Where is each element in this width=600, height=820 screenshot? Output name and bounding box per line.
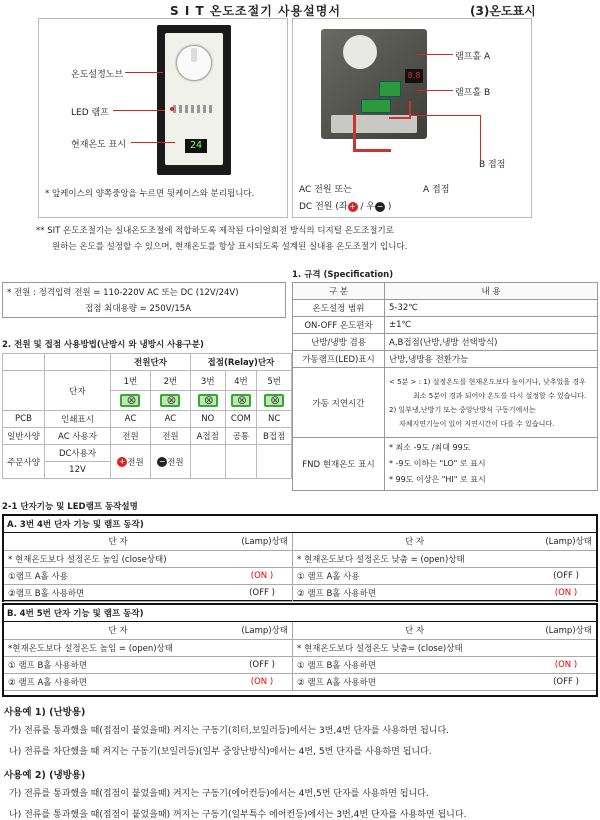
terminal-screw-icon [264, 394, 284, 407]
table-row: 주문사양 DC사용자 + 전원 − 전원 [3, 445, 292, 462]
spec-col-1: 구 분 [293, 283, 385, 300]
case-caption: * 앞케이스의 양쪽중앙을 누르면 뒷케이스와 분리됩니다. [45, 189, 255, 199]
usage-2b: 나) 전류를 통과했을 때(접점이 붙었을때) 꺼지는 구동기(일부특수 에어컨등)에서는 3번,4번 단자를 사용하면 됩니다. [9, 810, 467, 820]
usage-1b: 나) 전류를 차단했을 때 켜지는 구동기(보일러등)(일부 중앙난방식)에서는 4번, 5번 단자를 사용하면 됩니다. [9, 747, 432, 757]
spec-title: 1. 규격 (Specification) [292, 270, 394, 280]
table-row: ② 램프 B홀 사용하면 (ON ) [293, 584, 597, 601]
lamp-hole-b-label: 램프홀 B [455, 88, 491, 98]
lamp-hole-a-label: 램프홀 A [455, 52, 491, 62]
terminal-screw-icon [160, 394, 180, 407]
thermostat-photo-panel [38, 18, 288, 218]
page-title: S I T 온도조절기 사용설명서 [170, 4, 341, 18]
display-label: 현재온도 표시 [71, 140, 127, 150]
box-a-right-table: 단 자 (Lamp)상태 * 현재온도보다 설정온도 낮춤 = (open)상태 ① 램프 A홀 사용 (OFF ) ② 램프 B홀 사용하면 (ON ) [292, 533, 596, 602]
box-a-left-table: 단 자 (Lamp)상태 * 현재온도보다 설정온도 높임 (close상태) ①램프 A홀 사용 (ON ) ②램프 B홀 사용하면 (OFF ) [4, 533, 292, 602]
power-line-2: 접점 최대용량 = 250V/15A [85, 304, 192, 314]
terminal-title: 2. 전원 및 접점 사용방법(난방시 와 냉방시 사용구분) [2, 340, 204, 350]
table-row: ②램프 B홀 사용하면 (OFF ) [4, 584, 292, 601]
usage-1a: 가) 전류를 통과했을 때(접점이 붙었을때) 켜지는 구동기(히터,보일러등)에서는 3번,4번 단자를 사용하면 됩니다. [9, 726, 450, 736]
box-b-title: B. 4번 5번 단자 기능 및 램프 동작) [4, 605, 596, 622]
box-b-left-table: 단 자 (Lamp)상태 *현재온도보다 설정온도 높임 = (open)상태 ① 램프 B홀 사용하면 (OFF ) ② 램프 A홀 사용하면 (ON ) [4, 622, 292, 691]
thermostat-faceplate [165, 33, 223, 165]
ac-power-label: AC 전원 또는 [299, 185, 352, 195]
knob-label: 온도설정노브 [71, 70, 124, 80]
table-row: 온도설정 범위 5-32℃ [293, 300, 598, 317]
led-label: LED 램프 [71, 108, 109, 118]
table-row: ② 램프 A홀 사용하면 (ON ) [4, 673, 292, 690]
spec-col-2: 내 용 [385, 283, 598, 300]
intro-line-1: ** SIT 온도조절기는 실내온도조절에 적합하도록 제작된 다이얼회전 방식의 디지털 온도조절기로 [36, 226, 394, 236]
table-row: ① 램프 B홀 사용하면 (ON ) [293, 656, 597, 673]
box-a-title: A. 3번 4번 단자 기능 및 램프 동작) [4, 516, 596, 533]
table-row: 가동 지연시간 < 5분 > : 1) 설정온도를 현재온도보다 높이거나, 낮추었을 경우 최소 5분이 경과 되어야 온도를 다시 설정할 수 있습니다. 2) 일부냉,난방기 또는 중앙난방식 구동기에서는 자체지연기능이 있어 지연시간이 다를 수 있습니다. [293, 368, 598, 438]
table-row: ① 램프 A홀 사용 (OFF ) [293, 567, 597, 584]
plus-icon: + [349, 201, 356, 211]
lamp-box-b [2, 603, 598, 697]
vent-slots [173, 105, 215, 113]
table-row: 일반사양 AC 사용자 전원 전원 A접점 공통 B접점 [3, 428, 292, 445]
minus-icon: − [158, 457, 166, 466]
usage-section [4, 704, 598, 820]
box-b-right-table: 단 자 (Lamp)상태 * 현재온도보다 설정온도 낮춤= (close)상태 ① 램프 B홀 사용하면 (ON ) ② 램프 A홀 사용하면 (OFF ) [292, 622, 596, 691]
led-lamp-icon [170, 107, 174, 111]
table-row: ON-OFF 온도편차 ±1℃ [293, 317, 598, 334]
a-contact-label: A 접점 [423, 185, 450, 195]
table-row: 12V [3, 462, 292, 479]
terminal-screw-icon [231, 394, 251, 407]
table-row: ② 램프 A홀 사용하면 (OFF ) [293, 673, 597, 690]
usage-2a: 가) 전류를 통과했을 때(접점이 붙었을때) 켜지는 구동기(에어컨등)에서는 4번,5번 단자를 사용하면 됩니다. [9, 789, 429, 799]
table-row: PCB 인쇄표시 AC AC NO COM NC [3, 411, 292, 428]
table-row: 가동램프(LED)표시 난방,냉방용 전환가능 [293, 351, 598, 368]
terminal-table: 전원단자 접점(Relay)단자 단자 1번 2번 3번 4번 5번 ⊗ ⊗ ⊗ ⊗ ⊗ PCB 인쇄표시 AC AC NO COM NC 일반사양 AC 사용자 전원 전원 A접점 공통 B접점 주문사양 DC사용자 + 전원 − 전원 12V [2, 353, 292, 479]
wiring-photo-panel [292, 18, 532, 218]
section-title-display: (3)온도표시 [470, 4, 536, 18]
power-line-1: * 전원 : 정격입력 전원 = 110-220V AC 또는 DC (12V/24V) [7, 288, 239, 298]
circuit-board-photo: 8.8 [321, 29, 427, 139]
temperature-display: 24 [185, 139, 207, 153]
b-contact-label: B 접점 [479, 160, 506, 170]
table-row: ①램프 A홀 사용 (ON ) [4, 567, 292, 584]
usage-1-heading: 사용예 1) (난방용) [4, 707, 86, 718]
table-row: 난방/냉방 겸용 A,B접점(난방,냉방 선택방식) [293, 334, 598, 351]
terminal-screw-icon [120, 394, 140, 407]
terminal-screw-icon [198, 394, 218, 407]
spec-table [292, 282, 598, 491]
table-row: FND 현재온도 표시 * 최소 -9도 /최대 99도 * -9도 이하는 "LO" 로 표시 * 99도 이상은 "HI" 로 표시 [293, 438, 598, 491]
intro-line-2: 원하는 온도를 설정할 수 있으며, 현재온도를 항상 표시되도록 설계된 실내용 온도조절기 입니다. [52, 242, 408, 252]
usage-2-heading: 사용예 2) (냉방용) [4, 770, 86, 781]
lamp-section-title: 2-1 단자기능 및 LED램프 동작설명 [2, 502, 138, 512]
table-row: ① 램프 B홀 사용하면 (OFF ) [4, 656, 292, 673]
lamp-box-a [2, 514, 598, 602]
temperature-knob [176, 45, 212, 81]
minus-icon: − [376, 201, 384, 211]
power-spec-box [2, 282, 286, 318]
thermostat-device [157, 25, 231, 175]
plus-icon: + [118, 457, 126, 466]
dc-power-label: DC 전원 (좌 + / 우 − ) [299, 201, 392, 212]
